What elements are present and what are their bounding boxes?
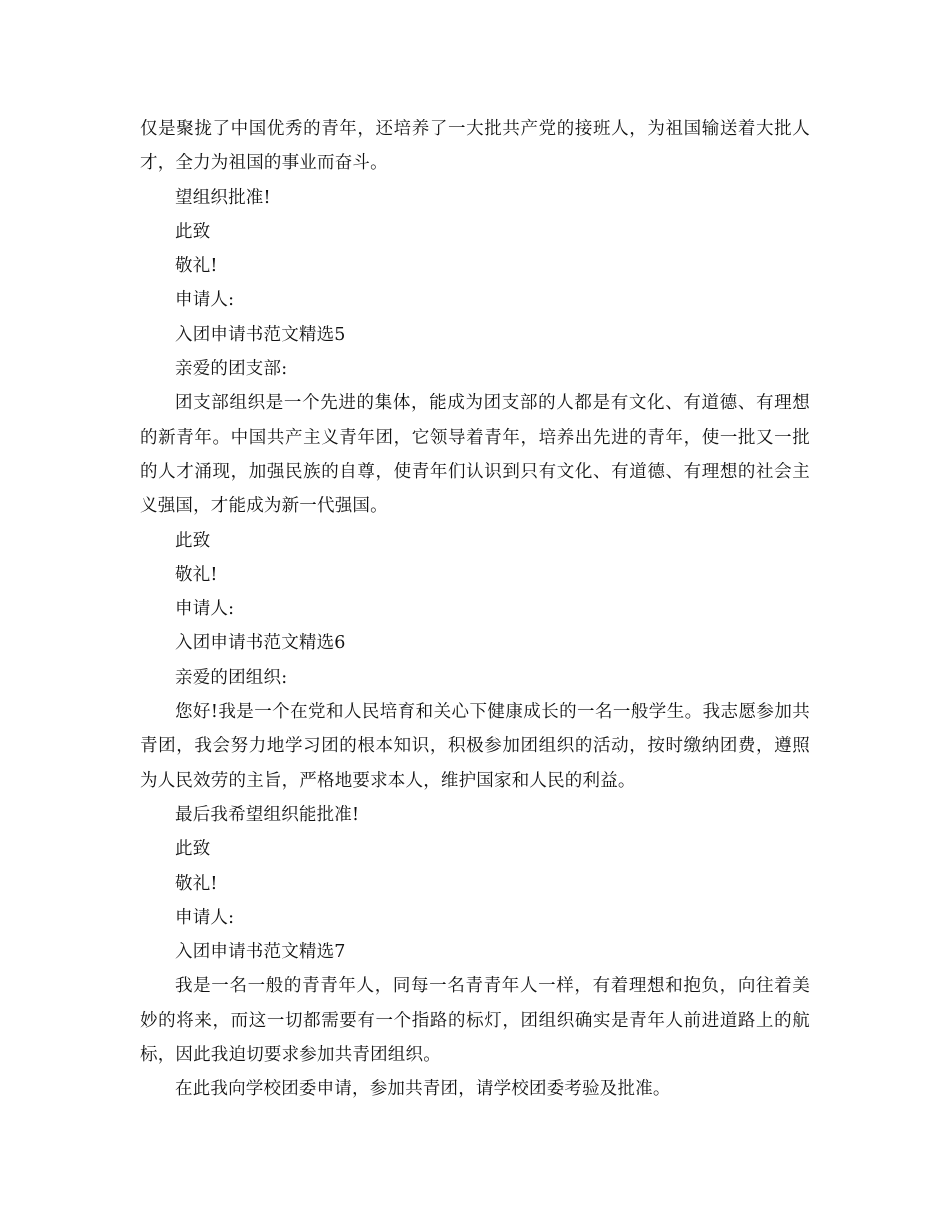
salutation-cizhi: 此致 [175,530,211,551]
salutation-jingli: 敬礼! [175,256,218,277]
section-heading-5: 入团申请书范文精选5 [175,324,346,345]
paragraph-continuation: 仅是聚拢了中国优秀的青年，还培养了一大批共产党的接班人，为祖国输送着大批人才，全力为祖国的事业而奋斗。 [140,119,810,174]
body-paragraph: 团支部组织是一个先进的集体，能成为团支部的人都是有文化、有道德、有理想的新青年。中国共产主义青年团，它领导着青年，培养出先进的青年，使一批又一批的人才涌现，加强民族的自尊，使青年们认识到只有文化、有道德、有理想的社会主义强国，才能成为新一代强国。 [140,393,810,517]
applicant-label: 申请人: [175,599,235,620]
body-paragraph: 我是一名一般的青青年人，同每一名青青年人一样，有着理想和抱负，向往着美妙的将来，而这一切都需要有一个指路的标灯，团组织确实是青年人前进道路上的航标，因此我迫切要求参加共青团组织。 [140,976,810,1066]
salutation-cizhi: 此致 [175,221,211,242]
salutation-cizhi: 此致 [175,839,211,860]
applicant-label: 申请人: [175,907,235,928]
salutation-jingli: 敬礼! [175,873,218,894]
closing-request: 望组织批准! [175,187,271,208]
body-paragraph: 您好!我是一个在党和人民培育和关心下健康成长的一名一般学生。我志愿参加共青团，我会努力地学习团的根本知识，积极参加团组织的活动，按时缴纳团费，遵照为人民效劳的主旨，严格地要求本人，维护国家和人民的利益。 [140,702,810,791]
greeting-line: 亲爱的团支部: [175,359,288,380]
section-heading-6: 入团申请书范文精选6 [175,633,346,654]
greeting-line: 亲爱的团组织: [175,667,288,688]
closing-request: 最后我希望组织能批准! [175,804,360,825]
section-heading-7: 入团申请书范文精选7 [175,942,346,963]
body-paragraph: 在此我向学校团委申请，参加共青团，请学校团委考验及批准。 [175,1079,671,1100]
salutation-jingli: 敬礼! [175,564,218,585]
applicant-label: 申请人: [175,290,235,311]
